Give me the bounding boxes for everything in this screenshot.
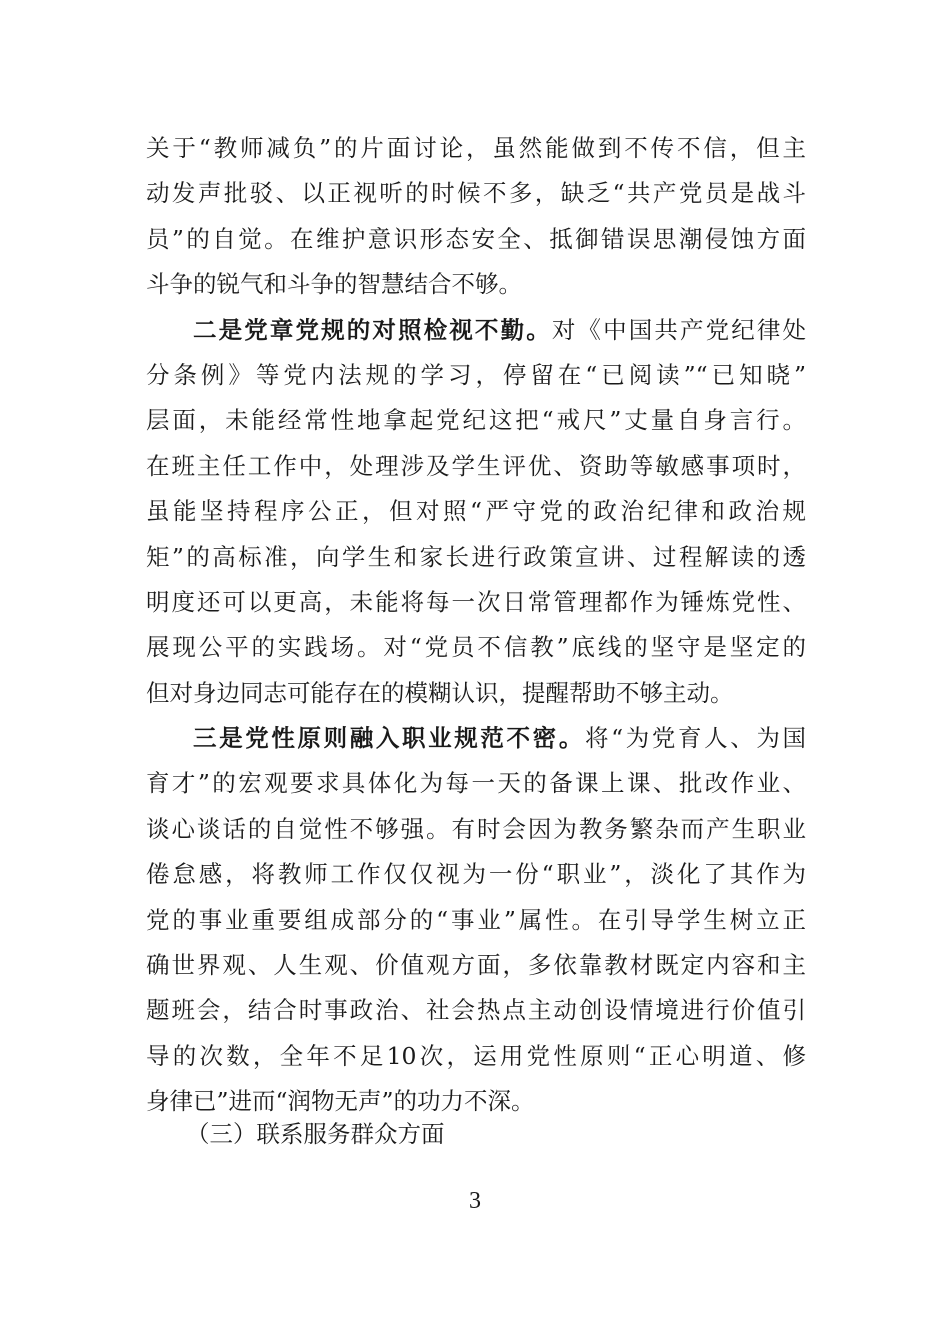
- page-number: 3: [469, 1188, 481, 1214]
- text-line: 明度还可以更高，未能将每一次日常管理都作为锤炼党性、: [146, 587, 806, 616]
- paragraph-3: [146, 716, 806, 1125]
- text-line: 身律已”进而“润物无声”的功力不深。: [146, 1087, 535, 1116]
- text-line: [146, 308, 806, 353]
- paragraph-heading: 三是党性原则融入职业规范不密。: [193, 724, 585, 753]
- text-span: 对《中国共产党纪律处: [551, 315, 807, 344]
- text-line: 确世界观、人生观、价值观方面，多依靠教材既定内容和主: [146, 951, 806, 980]
- text-line: 题班会，结合时事政治、社会热点主动创设情境进行价值引: [146, 996, 806, 1025]
- text-line: 但对身边同志可能存在的模糊认识，提醒帮助不够主动。: [146, 678, 734, 707]
- text-line: 倦怠感，将教师工作仅仅视为一份“职业”，淡化了其作为: [146, 860, 806, 889]
- text-line: 虽能坚持程序公正，但对照“严守党的政治纪律和政治规: [146, 497, 806, 526]
- text-span: 将“为党育人、为国: [584, 724, 807, 753]
- text-line: 在班主任工作中，处理涉及学生评优、资助等敏感事项时，: [146, 451, 806, 480]
- text-line: 分条例》等党内法规的学习，停留在“已阅读”“已知晓”: [146, 360, 806, 389]
- text-line: 谈心谈话的自觉性不够强。有时会因为教务繁杂而产生职业: [146, 814, 806, 843]
- text-line: 关于“教师减负”的片面讨论，虽然能做到不传不信，但主: [146, 134, 806, 162]
- text-line: 党的事业重要组成部分的“事业”属性。在引导学生树立正: [146, 905, 806, 934]
- document-body: [146, 126, 806, 1125]
- text-line: 斗争的锐气和斗争的智慧结合不够。: [146, 270, 522, 299]
- text-line: 导的次数，全年不足10次，运用党性原则“正心明道、修: [146, 1041, 806, 1070]
- text-line: 动发声批驳、以正视听的时候不多，缺乏“共产党员是战斗: [146, 179, 806, 208]
- section-subheading: （三）联系服务群众方面: [186, 1120, 445, 1148]
- text-line: 层面，未能经常性地拿起党纪这把“戒尺”丈量自身言行。: [146, 406, 806, 435]
- paragraph-heading: 二是党章党规的对照检视不勤。: [193, 315, 552, 344]
- text-line: [146, 716, 806, 761]
- text-line: 员”的自觉。在维护意识形态安全、抵御错误思潮侵蚀方面: [146, 224, 806, 253]
- text-line: 展现公平的实践场。对“党员不信教”底线的坚守是坚定的: [146, 633, 806, 662]
- paragraph-2: [146, 308, 806, 717]
- text-line: 矩”的高标准，向学生和家长进行政策宣讲、过程解读的透: [146, 542, 806, 571]
- paragraph-1: [146, 126, 806, 308]
- text-line: 育才”的宏观要求具体化为每一天的备课上课、批改作业、: [146, 769, 806, 798]
